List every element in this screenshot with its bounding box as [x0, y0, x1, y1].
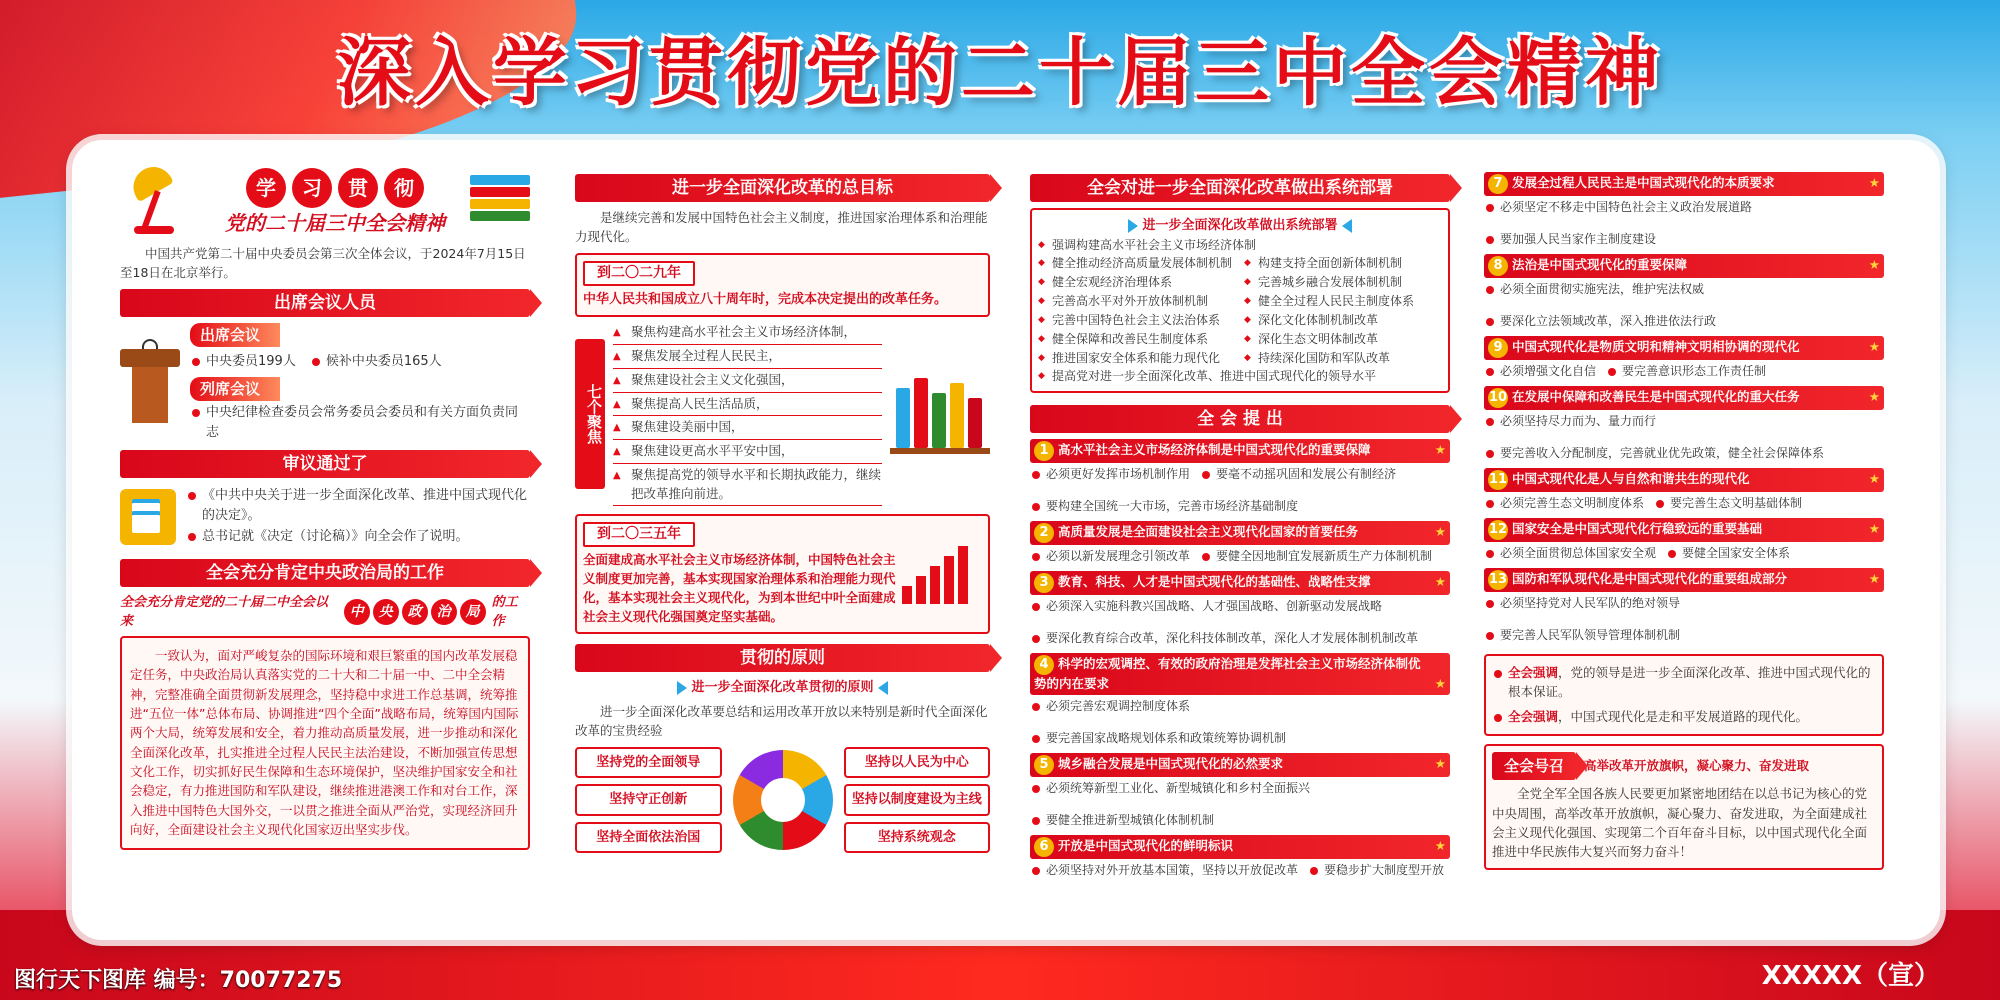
deploy-title: 全会对进一步全面深化改革做出系统部署: [1030, 174, 1450, 202]
focus-label: 七个聚焦: [575, 339, 605, 489]
list-text: 中央纪律检查委员会常务委员会委员和有关方面负责同志: [190, 403, 530, 442]
item-bullet: 要健全国家安全体系: [1666, 544, 1790, 562]
emphasis-label: 全会强调: [1508, 665, 1559, 680]
deploy-item: ◆ 健全宏观经济治理体系: [1038, 273, 1236, 291]
item-bullets: [1484, 542, 1884, 564]
item-title-text: 在发展中保障和改善民生是中国式现代化的重大任务: [1512, 389, 1800, 404]
attend-title: 出席会议人员: [120, 289, 530, 317]
item-bullet: 要毫不动摇巩固和发展公有制经济: [1200, 465, 1396, 483]
item-bullets: [1030, 859, 1450, 881]
principles-wheel-icon: [733, 750, 833, 850]
propose-item: [1484, 518, 1884, 564]
deploy-sub: 进一步全面深化改革做出系统部署: [1142, 218, 1338, 233]
study-circles: [210, 168, 460, 208]
deploy-item: ◆ 健全推动经济高质量发展体制机制: [1038, 254, 1236, 272]
principle-right: 坚持系统观念: [844, 822, 991, 854]
y2035-tag: 到二〇三五年: [583, 522, 695, 547]
study-char: 学: [246, 168, 286, 208]
deploy-item: ◆ 深化文化体制机制改革: [1244, 311, 1442, 329]
deploy-item: ◆ 完善城乡融合发展体制机制: [1244, 273, 1442, 291]
item-bullet: 要完善国家战略规划体系和政策统筹协调机制: [1030, 729, 1286, 747]
call-box: [1484, 744, 1884, 870]
item-bullet: 必须完善生态文明制度体系: [1484, 494, 1644, 512]
study-subtitle: 党的二十届三中全会精神: [225, 211, 445, 235]
item-bullets: [1030, 777, 1450, 831]
principle-left: 坚持全面依法治国: [575, 822, 722, 854]
affirm-sub1: 全会充分肯定党的二十届二中全会以来: [120, 594, 329, 630]
item-bullet: 要完善意识形态工作责任制: [1606, 362, 1766, 380]
column-1: [120, 168, 530, 850]
item-title-text: 教育、科技、人才是中国式现代化的基础性、战略性支撑: [1058, 573, 1371, 589]
attend-label: 出席会议: [190, 323, 280, 348]
item-bullet: 必须坚持党对人民军队的绝对领导: [1484, 594, 1680, 612]
emphasis-a: [1492, 664, 1876, 702]
call-label: 全会号召: [1492, 752, 1576, 780]
deploy-item: ◆ 健全全过程人民民主制度体系: [1244, 292, 1442, 310]
item-bullets: [1484, 492, 1884, 514]
item-number: 4: [1034, 655, 1054, 675]
item-bullet: 必须深入实施科教兴国战略、人才强国战略、创新驱动发展战略: [1030, 597, 1382, 615]
deploy-item: ◆ 构建支持全面创新体制机制: [1244, 254, 1442, 272]
study-char: 贯: [338, 168, 378, 208]
propose-item: [1030, 835, 1450, 881]
emphasis-box: [1484, 654, 1884, 736]
propose-item-title: [1484, 254, 1884, 278]
emphasis-b: [1492, 708, 1876, 727]
propose-item-title: [1030, 571, 1450, 595]
deploy-item: ◆ 健全保障和改善民生制度体系: [1038, 330, 1236, 348]
item-title-text: 国家安全是中国式现代化行稳致远的重要基础: [1512, 521, 1763, 536]
deploy-grid: [1038, 254, 1442, 367]
affirm-subtitle: [120, 593, 530, 632]
item-bullet: 要健全因地制宜发展新质生产力体制机制: [1200, 547, 1432, 565]
page-title: 深入学习贯彻党的二十届三中全会精神: [337, 30, 1663, 116]
footer-publisher: XXXXX（宣）: [1761, 961, 1940, 991]
item-bullets: [1030, 695, 1450, 749]
item-bullet: 必须坚持尽力而为、量力而行: [1484, 412, 1656, 430]
list-label: 列席会议: [190, 377, 280, 402]
affirm-text: 一致认为，面对严峻复杂的国际环境和艰巨繁重的国内改革发展稳定任务，中央政治局认真落实党的二十大和二十届一中、二中全会精神，完整准确全面贯彻新发展理念，坚持稳中求进工作总基调，统筹推进“五位一体”总体布局、协调推进“四个全面”战略布局，统筹国内国际两个大局，统筹发展和安全，着力推动高质量发展，进一步推动和深化全面深化改革，扎实推进全过程人民民主法治建设，不断加强宣传思想文化工作，切实抓好民生保障和生态环境保护，坚决维护国家安全和社会稳定，有力推进国防和军队建设，继续推进港澳工作和对台工作，深入推进中国特色大国外交，一以贯之推进全面从严治党，实现经济回升向好，全面建设社会主义现代化国家迈出坚实步伐。: [130, 647, 519, 838]
item-bullets: [1030, 595, 1450, 649]
goal-text: 是继续完善和发展中国特色社会主义制度，推进国家治理体系和治理能力现代化。: [575, 210, 988, 245]
emphasis-b-text: ，中国式现代化是走和平发展道路的现代化。: [1558, 708, 1809, 724]
item-number: 12: [1488, 520, 1508, 540]
study-char: 习: [292, 168, 332, 208]
item-bullet: 必须统筹新型工业化、新型城镇化和乡村全面振兴: [1030, 779, 1310, 797]
item-bullet: 要构建全国统一大市场，完善市场经济基础制度: [1030, 497, 1298, 515]
propose-item-title: [1030, 835, 1450, 859]
item-bullet: 要深化教育综合改革，深化科技体制改革，深化人才发展体制机制改革: [1030, 629, 1418, 647]
principle-right: 坚持以人民为中心: [844, 747, 991, 779]
item-bullet: 要稳步扩大制度型开放: [1308, 861, 1444, 879]
y2035-box: [575, 514, 990, 634]
propose-item: [1030, 653, 1450, 750]
focus-item: ▲ 聚焦建设美丽中国，: [613, 416, 882, 440]
affirm-char: 中: [344, 599, 370, 625]
affirm-char: 央: [373, 599, 399, 625]
propose-item: [1030, 571, 1450, 649]
study-char: 彻: [384, 168, 424, 208]
deploy-first: ◆ 强调构建高水平社会主义市场经济体制: [1038, 236, 1442, 254]
principle-title: 贯彻的原则: [575, 644, 990, 672]
principles-grid: [575, 747, 990, 854]
propose-item: [1484, 568, 1884, 646]
item-title-text: 高水平社会主义市场经济体制是中国式现代化的重要保障: [1058, 441, 1371, 457]
pass-a: 《中共中央关于进一步全面深化改革、推进中国式现代化的决定》。: [186, 486, 530, 525]
principle-left: 坚持党的全面领导: [575, 747, 722, 779]
item-number: 5: [1034, 755, 1054, 775]
item-bullet: 要完善人民军队领导管理体制机制: [1484, 626, 1680, 644]
item-number: 8: [1488, 256, 1508, 276]
propose-item-title: [1484, 336, 1884, 360]
propose-item-title: [1484, 172, 1884, 196]
focus-item: ▲ 聚焦建设社会主义文化强国，: [613, 369, 882, 393]
principle-right: 坚持以制度建设为主线: [844, 784, 991, 816]
footer-watermark: 图行天下图库 编号：70077275: [14, 968, 343, 993]
focus-item: ▲ 聚焦提高人民生活品质，: [613, 393, 882, 417]
item-title-text: 发展全过程人民民主是中国式现代化的本质要求: [1512, 175, 1775, 190]
seven-focus: [575, 321, 990, 506]
item-bullet: 必须完善宏观调控制度体系: [1030, 697, 1190, 715]
call-text: 全党全军全国各族人民要更加紧密地团结在以总书记为核心的党中央周围，高举改革开放旗帜，凝心聚力、奋发进取，为全面建成社会主义现代化强国、实现第二个百年奋斗目标，以中国式现代化全面推进中华民族伟大复兴而努力奋斗！: [1492, 786, 1868, 860]
propose-item-title: [1484, 386, 1884, 410]
deploy-item: ◆ 推进国家安全体系和能力现代化: [1038, 349, 1236, 367]
propose-item: [1484, 254, 1884, 332]
item-bullet: 要加强人民当家作主制度建设: [1484, 230, 1656, 248]
item-bullets: [1484, 592, 1884, 646]
affirm-char: 局: [460, 599, 486, 625]
column-4: [1484, 168, 1884, 870]
propose-list: [1030, 439, 1450, 882]
item-title-text: 高质量发展是全面建设社会主义现代化国家的首要任务: [1058, 523, 1359, 539]
emphasis-a-text: ，党的领导是进一步全面深化改革、推进中国式现代化的根本保证。: [1508, 665, 1871, 699]
propose-item: [1484, 386, 1884, 464]
item-title-text: 中国式现代化是物质文明和精神文明相协调的现代化: [1512, 339, 1800, 354]
deploy-last: ◆ 提高党对进一步全面深化改革、推进中国式现代化的领导水平: [1038, 367, 1442, 385]
item-number: 10: [1488, 388, 1508, 408]
deploy-item: ◆ 深化生态文明体制改革: [1244, 330, 1442, 348]
propose-item: [1030, 753, 1450, 831]
propose-item: [1484, 172, 1884, 250]
item-bullet: 要完善生态文明基础体制: [1654, 494, 1802, 512]
pass-b: 总书记就《决定（讨论稿）》向全会作了说明。: [186, 527, 530, 547]
item-bullet: 必须全面贯彻实施宪法，维护宪法权威: [1484, 280, 1704, 298]
propose-item: [1030, 521, 1450, 567]
call-head: 高举改革开放旗帜，凝心聚力、奋发进取: [1584, 757, 1810, 773]
item-bullet: 必须全面贯彻总体国家安全观: [1484, 544, 1656, 562]
item-bullets: [1484, 196, 1884, 250]
affirm-chars: [344, 599, 486, 625]
column-3: [1030, 168, 1450, 881]
propose-item: [1484, 468, 1884, 514]
lamp-icon: [120, 168, 200, 238]
propose-item-title: [1484, 468, 1884, 492]
item-number: 6: [1034, 837, 1054, 857]
affirm-sub2: 的工作: [491, 594, 518, 630]
deploy-item: ◆ 持续深化国防和军队改革: [1244, 349, 1442, 367]
podium-icon: [120, 339, 180, 429]
deploy-item: ◆ 完善中国特色社会主义法治体系: [1038, 311, 1236, 329]
item-number: 9: [1488, 338, 1508, 358]
propose-item: [1484, 336, 1884, 382]
item-bullets: [1484, 278, 1884, 332]
y2029-box: [575, 253, 990, 318]
deploy-box: [1030, 208, 1450, 393]
focus-item: ▲ 聚焦提高党的领导水平和长期执政能力，继续把改革推向前进。: [613, 464, 882, 507]
propose-item-title: [1484, 518, 1884, 542]
y2029-tag: 到二〇二九年: [583, 261, 695, 286]
goal-title: 进一步全面深化改革的总目标: [575, 174, 990, 202]
propose-item-title: [1484, 568, 1884, 592]
attend-b: 候补中央委员165人: [310, 352, 442, 372]
intro-text: 中国共产党第二十届中央委员会第三次全体会议，于2024年7月15日至18日在北京举行。: [120, 246, 526, 281]
propose-item: [1030, 439, 1450, 517]
focus-item: ▲ 聚焦发展全过程人民民主，: [613, 345, 882, 369]
item-bullet: 必须以新发展理念引领改革: [1030, 547, 1190, 565]
books-icon: [470, 175, 530, 231]
item-bullet: 必须更好发挥市场机制作用: [1030, 465, 1190, 483]
pass-title: 审议通过了: [120, 450, 530, 478]
column-2: [575, 168, 990, 853]
item-title-text: 城乡融合发展是中国式现代化的必然要求: [1058, 756, 1284, 772]
propose-item-title: [1030, 439, 1450, 463]
item-bullet: 必须坚持对外开放基本国策，坚持以开放促改革: [1030, 861, 1298, 879]
item-bullets: [1484, 360, 1884, 382]
affirm-char: 治: [431, 599, 457, 625]
item-bullets: [1030, 463, 1450, 517]
affirm-box: [120, 636, 530, 850]
propose-list-continued: [1484, 172, 1884, 646]
item-number: 1: [1034, 441, 1054, 461]
focus-list: [613, 321, 882, 506]
item-number: 11: [1488, 470, 1508, 490]
growth-chart-icon: [902, 544, 982, 604]
item-title-text: 中国式现代化是人与自然和谐共生的现代化: [1512, 471, 1750, 486]
y2029-text: 中华人民共和国成立八十周年时，完成本决定提出的改革任务。: [583, 291, 948, 307]
item-bullet: 必须增强文化自信: [1484, 362, 1596, 380]
study-header: [120, 168, 530, 238]
item-title-text: 法治是中国式现代化的重要保障: [1512, 257, 1688, 272]
item-title-text: 开放是中国式现代化的鲜明标识: [1058, 838, 1234, 854]
item-bullet: 必须坚定不移走中国特色社会主义政治发展道路: [1484, 198, 1752, 216]
attend-a: 中央委员199人: [190, 352, 296, 372]
y2035-text: 全面建成高水平社会主义市场经济体制，中国特色社会主义制度更加完善，基本实现国家治理体系和治理能力现代化，基本实现社会主义现代化，为到本世纪中叶全面建成社会主义现代化强国奠定坚实基础。: [583, 552, 896, 624]
item-bullet: 要完善收入分配制度，完善就业优先政策，健全社会保障体系: [1484, 444, 1824, 462]
item-title-text: 国防和军队现代化是中国式现代化的重要组成部分: [1512, 571, 1788, 586]
item-number: 2: [1034, 523, 1054, 543]
item-bullet: 要深化立法领域改革，深入推进依法行政: [1484, 312, 1716, 330]
document-icon: [120, 489, 176, 545]
item-bullets: [1484, 410, 1884, 464]
item-number: 13: [1488, 570, 1508, 590]
item-number: 3: [1034, 573, 1054, 593]
deploy-item: ◆ 完善高水平对外开放体制机制: [1038, 292, 1236, 310]
emphasis-label: 全会强调: [1508, 708, 1559, 724]
focus-item: ▲ 聚焦建设更高水平平安中国，: [613, 440, 882, 464]
affirm-title: 全会充分肯定中央政治局的工作: [120, 559, 530, 587]
item-title-text: 科学的宏观调控、有效的政府治理是发挥社会主义市场经济体制优势的内在要求: [1034, 655, 1421, 691]
principle-left: 坚持守正创新: [575, 784, 722, 816]
item-bullets: [1030, 545, 1450, 567]
propose-item-title: [1030, 753, 1450, 777]
affirm-char: 政: [402, 599, 428, 625]
item-number: 7: [1488, 174, 1508, 194]
principle-sub: 进一步全面深化改革贯彻的原则: [691, 680, 874, 696]
bookshelf-icon: [890, 374, 990, 454]
deploy-subtitle: [1038, 216, 1442, 236]
propose-title: 全 会 提 出: [1030, 405, 1450, 433]
principle-subtitle: [575, 678, 990, 698]
focus-item: ▲ 聚焦构建高水平社会主义市场经济体制，: [613, 321, 882, 345]
item-bullet: 要健全推进新型城镇化体制机制: [1030, 811, 1214, 829]
propose-item-title: [1030, 653, 1450, 696]
principle-text: 进一步全面深化改革要总结和运用改革开放以来特别是新时代全面深化改革的宝贵经验: [575, 703, 988, 739]
propose-item-title: [1030, 521, 1450, 545]
